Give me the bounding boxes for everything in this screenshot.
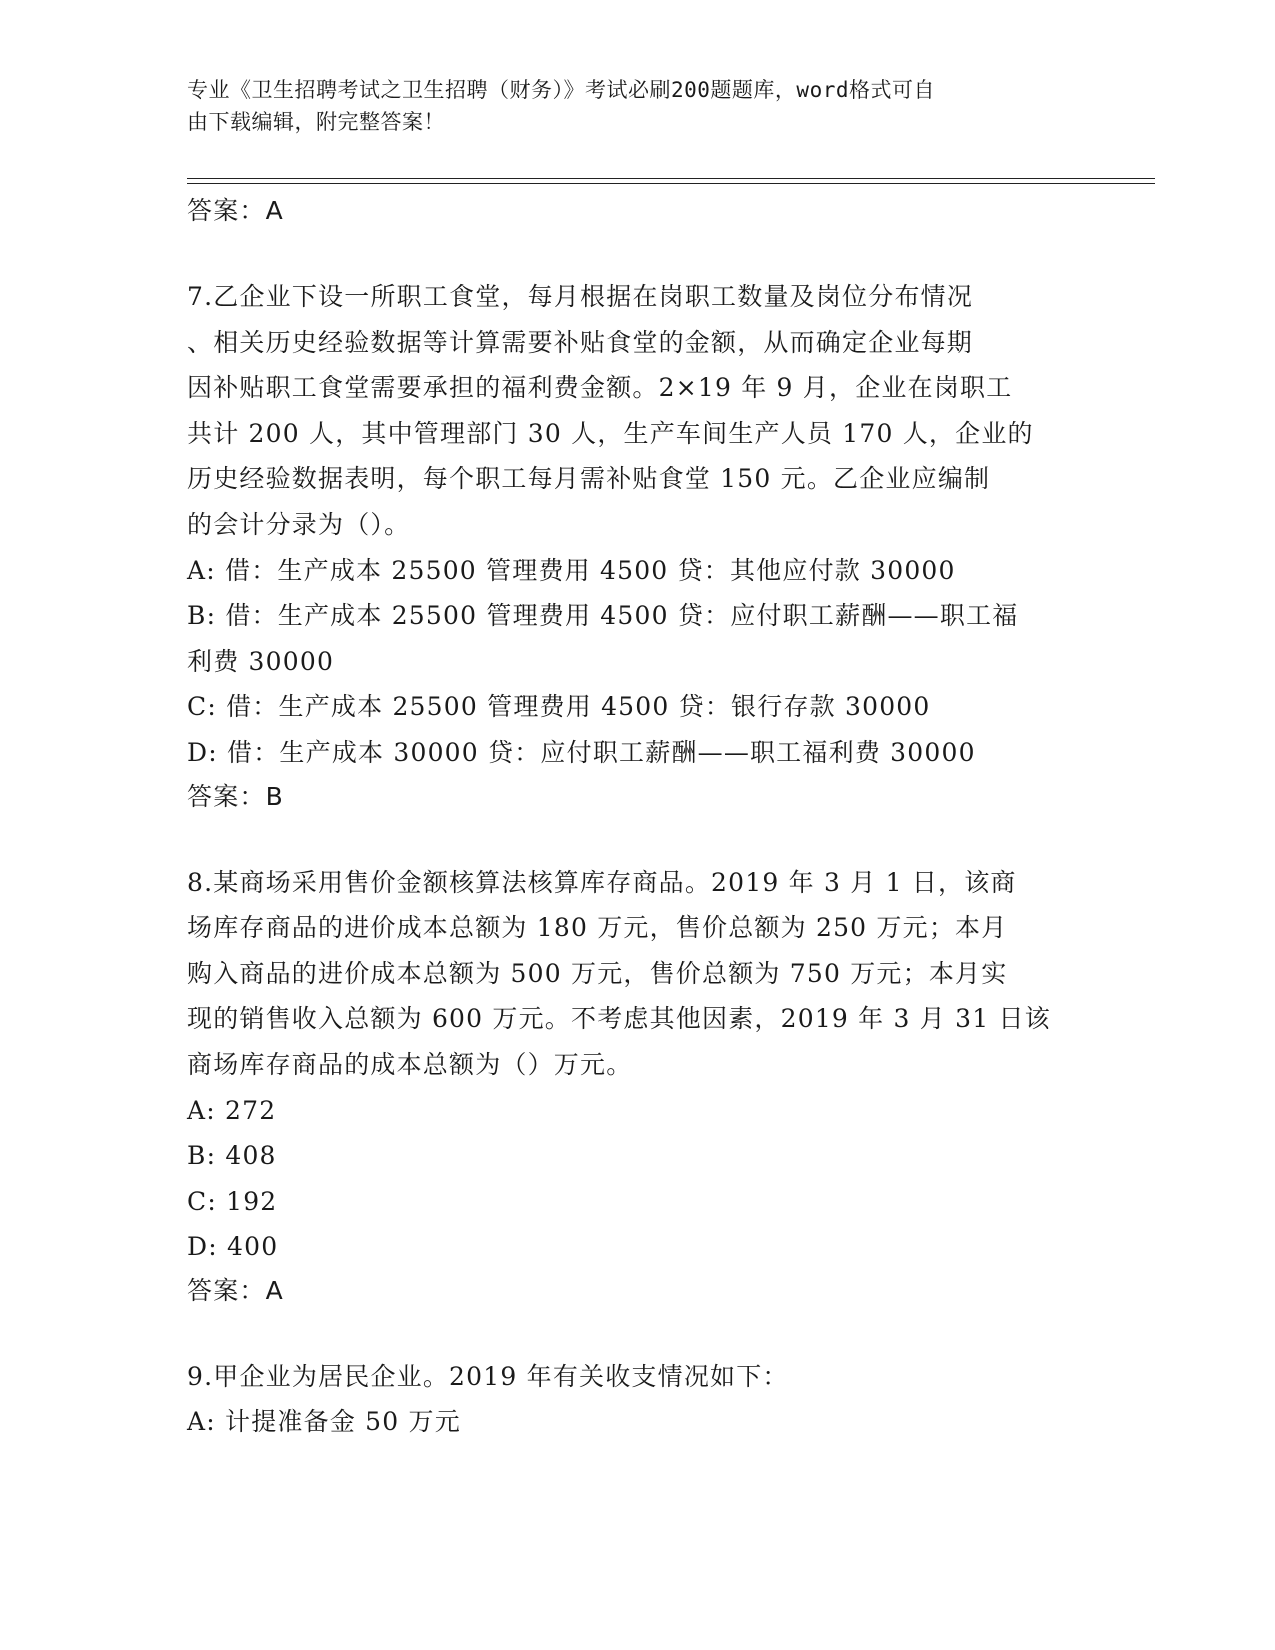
- question-9: [187, 1354, 1087, 1445]
- question-8-option-a: A: 272: [187, 1095, 277, 1125]
- question-7-option-b-cont: 利费 30000: [187, 646, 335, 676]
- question-7-option-d: D: 借：生产成本 30000 贷：应付职工薪酬——职工福利费 30000: [187, 737, 976, 767]
- question-7-option-c: C: 借：生产成本 25500 管理费用 4500 贷：银行存款 30000: [187, 692, 931, 722]
- question-7-option-a: A: 借：生产成本 25500 管理费用 4500 贷：其他应付款 30000: [187, 555, 956, 585]
- question-8-text-line: 场库存商品的进价成本总额为 180 万元，售价总额为 250 万元；本月: [187, 913, 1008, 943]
- question-7-text-line: 历史经验数据表明，每个职工每月需补贴食堂 150 元。乙企业应编制: [187, 464, 991, 494]
- question-8-option-c: C: 192: [187, 1186, 278, 1216]
- document-body: [187, 190, 1087, 1445]
- header-divider-bottom: [187, 183, 1155, 184]
- answer-q7: 答案：B: [187, 781, 284, 811]
- question-8-option-d: D: 400: [187, 1232, 279, 1262]
- document-header: [187, 74, 1067, 138]
- answer-q8: 答案：A: [187, 1275, 284, 1305]
- header-line-2: 由下载编辑，附完整答案！: [187, 110, 445, 134]
- question-8-text-line: 8.某商场采用售价金额核算法核算库存商品。2019 年 3 月 1 日，该商: [187, 867, 1017, 897]
- question-9-text-line: 9.甲企业为居民企业。2019 年有关收支情况如下：: [187, 1361, 789, 1391]
- header-divider-top: [187, 178, 1155, 179]
- header-line-1: 专业《卫生招聘考试之卫生招聘（财务）》考试必刷200题题库，word格式可自: [187, 78, 935, 102]
- question-7-text-line: 7.乙企业下设一所职工食堂，每月根据在岗职工数量及岗位分布情况: [187, 282, 974, 311]
- question-9-option-a: A: 计提准备金 50 万元: [187, 1407, 461, 1437]
- question-8-text-line: 现的销售收入总额为 600 万元。不考虑其他因素，2019 年 3 月 31 日该: [187, 1004, 1051, 1034]
- question-7-text-line: 共计 200 人，其中管理部门 30 人，生产车间生产人员 170 人，企业的: [187, 418, 1034, 448]
- question-8: [187, 860, 1087, 1270]
- question-7-text-line: 的会计分录为（）。: [187, 509, 411, 539]
- question-7-text-line: 、相关历史经验数据等计算需要补贴食堂的金额，从而确定企业每期: [187, 327, 974, 357]
- question-7: [187, 274, 1087, 776]
- question-7-option-b: B: 借：生产成本 25500 管理费用 4500 贷：应付职工薪酬——职工福: [187, 601, 1019, 631]
- question-8-option-b: B: 408: [187, 1141, 277, 1171]
- question-8-text-line: 购入商品的进价成本总额为 500 万元，售价总额为 750 万元；本月实: [187, 958, 1008, 988]
- answer-q6: 答案：A: [187, 196, 284, 225]
- question-7-text-line: 因补贴职工食堂需要承担的福利费金额。2×19 年 9 月，企业在岗职工: [187, 373, 1013, 403]
- question-8-text-line: 商场库存商品的成本总额为（）万元。: [187, 1049, 633, 1079]
